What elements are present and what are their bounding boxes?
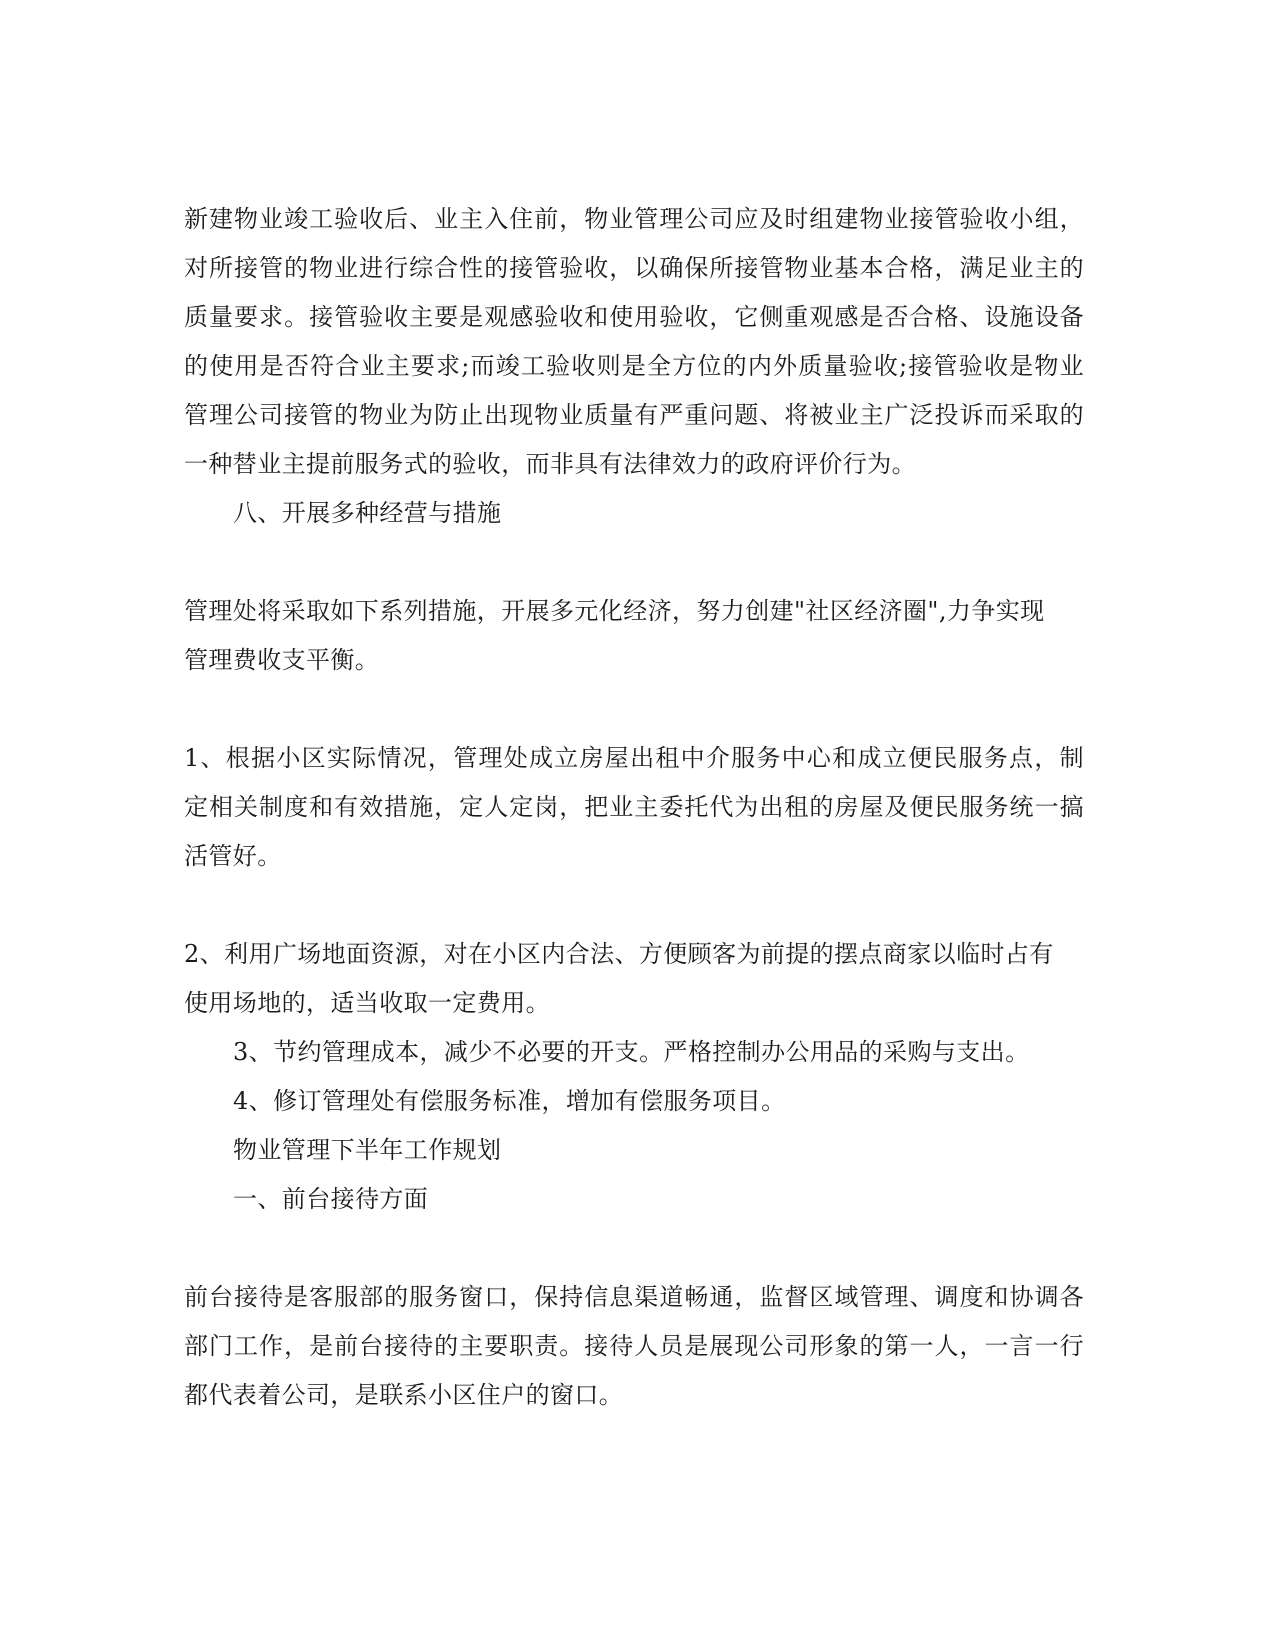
paragraph-item-3: 3、节约管理成本，减少不必要的开支。严格控制办公用品的采购与支出。 xyxy=(233,1038,1030,1066)
paragraph-item-4: 4、修订管理处有偿服务标准，增加有偿服务项目。 xyxy=(233,1087,786,1115)
text-line: 前台接待是客服部的服务窗口，保持信息渠道畅通，监督区域管理、调度和协调各 xyxy=(184,1283,1084,1311)
section-heading: 八、开展多种经营与措施 xyxy=(233,499,502,527)
text-line: 新建物业竣工验收后、业主入住前，物业管理公司应及时组建物业接管验收小组， xyxy=(184,205,1084,233)
text-line: 活管好。 xyxy=(184,842,282,870)
text-line: 使用场地的，适当收取一定费用。 xyxy=(184,989,550,1017)
text-line: 管理费收支平衡。 xyxy=(184,646,380,674)
section-heading: 一、前台接待方面 xyxy=(233,1185,429,1213)
text-line: 1、根据小区实际情况，管理处成立房屋出租中介服务中心和成立便民服务点，制 xyxy=(184,744,1084,772)
text-line: 的使用是否符合业主要求;而竣工验收则是全方位的内外质量验收;接管验收是物业 xyxy=(184,352,1084,380)
text-line: 一种替业主提前服务式的验收，而非具有法律效力的政府评价行为。 xyxy=(184,450,916,478)
text-line: 质量要求。接管验收主要是观感验收和使用验收，它侧重观感是否合格、设施设备 xyxy=(184,303,1084,331)
plan-heading: 物业管理下半年工作规划 xyxy=(233,1136,502,1164)
text-line: 部门工作，是前台接待的主要职责。接待人员是展现公司形象的第一人，一言一行 xyxy=(184,1332,1084,1360)
text-line: 2、利用广场地面资源，对在小区内合法、方便顾客为前提的摆点商家以临时占有 xyxy=(184,940,1054,968)
text-line: 定相关制度和有效措施，定人定岗，把业主委托代为出租的房屋及便民服务统一搞 xyxy=(184,793,1084,821)
text-line: 对所接管的物业进行综合性的接管验收，以确保所接管物业基本合格，满足业主的 xyxy=(184,254,1084,282)
text-line: 管理公司接管的物业为防止出现物业质量有严重问题、将被业主广泛投诉而采取的 xyxy=(184,401,1084,429)
text-line: 都代表着公司，是联系小区住户的窗口。 xyxy=(184,1381,624,1409)
text-line: 管理处将采取如下系列措施，开展多元化经济，努力创建"社区经济圈",力争实现 xyxy=(184,597,1045,625)
